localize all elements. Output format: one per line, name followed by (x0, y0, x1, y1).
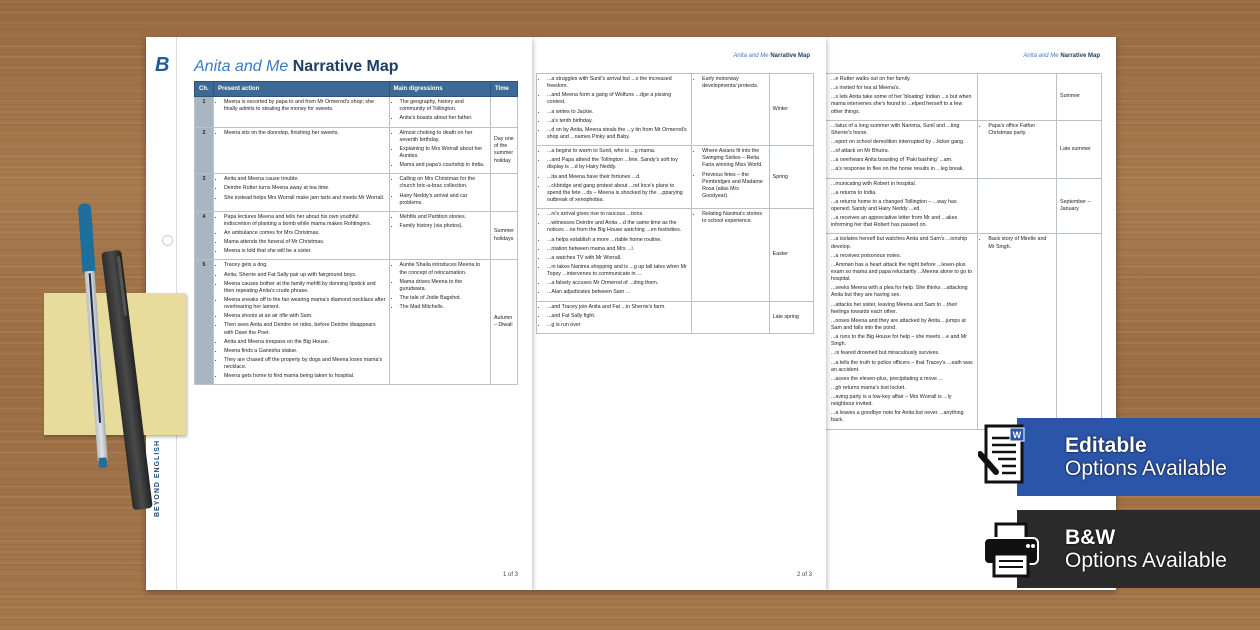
main-digressions-cell (389, 127, 490, 174)
editable-options-banner[interactable] (1017, 418, 1260, 496)
list-item: • ...is feared drowned but miraculously survives. (831, 350, 974, 357)
list-item: • The tale of Jodie Bagshot. (400, 295, 487, 302)
list-item: • ...tatus of a long summer with Nanima, Sunil and ...ting Sherrie's horse. (831, 123, 974, 137)
table-row (826, 234, 1102, 429)
list-item: • ...ckbridge and gang protest about ...nd Ince's plans to spend the fete ...ds – Meena is shocked by the ...pparying outbreak of xenophobia. (547, 183, 688, 204)
list-item: • ...a receives poisonous notes. (831, 253, 974, 260)
bw-options-banner[interactable] (1017, 510, 1260, 588)
list-item: • Papa lectures Meena and tells her about his own youthful indiscretion of planting a bomb while mama makes Rohtingers. (224, 214, 386, 228)
narrative-table-page-3 (826, 73, 1102, 430)
document-page-2 (532, 37, 826, 590)
present-action-cell (537, 209, 692, 301)
list-item: • ...ni takes Nanima shopping and is ...g up tall tales when Mr Topsy ...intervenes to communicate in ... (547, 264, 688, 278)
list-item: • ...a begins to warm to Sunil, who is ...g mama. (547, 148, 688, 155)
list-item: • Previous fetes – the Pembridges and Madame Rosa (alias Mrs Goodyear). (702, 172, 766, 201)
table-row (195, 211, 518, 260)
time-cell: Summer (1057, 74, 1102, 121)
list-item: • ...ntation between mama and Mrs ...l. (547, 246, 688, 253)
present-action-cell (213, 260, 389, 385)
narrative-table-page-2 (536, 73, 814, 334)
table-row (537, 209, 814, 301)
list-item: • ...a leaves a goodbye note for Anita but never ...anything back. (831, 410, 974, 424)
main-digressions-cell (692, 301, 770, 333)
time-cell: Late summer (1057, 120, 1102, 178)
col-header-present-action: Present action (213, 82, 389, 97)
col-header-time: Time (490, 82, 517, 97)
list-item: • ...Alan adjudicates between Sam ... (547, 289, 688, 296)
list-item: • Tracey gets a dog. (224, 262, 386, 269)
list-item: • Mama drives Meena to the gurudwara. (400, 279, 487, 293)
present-action-cell (213, 97, 389, 127)
list-item: • Auntie Shaila introduces Meena to the concept of reincarnation. (400, 262, 487, 276)
main-digressions-cell (389, 97, 490, 127)
list-item: • An ambulance comes for Mrs Christmas. (224, 230, 386, 237)
list-item: • ...municating with Robert in hospital. (831, 181, 974, 188)
page-title (194, 58, 399, 76)
list-item: • ...Amman has a heart attack the night before ...leven-plus exam so mama and papa reluctantly ...Meena alone to go to hospital. (831, 262, 974, 283)
list-item: • Mama and papa's courtship in India. (400, 162, 487, 169)
bw-subtitle: Options Available (1065, 549, 1227, 572)
list-item: • Meena is told that she will be a sister. (224, 248, 386, 255)
list-item: • Almost choking to death on her seventh birthday. (400, 130, 487, 144)
time-cell (490, 174, 517, 212)
main-digressions-cell (978, 178, 1057, 234)
list-item: • They are chased off the property by dogs and Meena loses mama's necklace. (224, 357, 386, 371)
title-italic: Anita and Me (194, 58, 289, 75)
table-row (195, 97, 518, 127)
word-badge: W (1012, 430, 1022, 440)
present-action-cell (537, 74, 692, 146)
chapter-number: 2 (195, 127, 214, 174)
list-item: • ...ni's arrival gives rise to raucous ...tions. (547, 211, 688, 218)
main-digressions-cell (978, 74, 1057, 121)
present-action-cell (537, 301, 692, 333)
list-item: • Hairy Neddy's arrival and car problems. (400, 193, 487, 207)
list-item: • ...and Tracey join Anita and Fat ...in Sherrie's farm. (547, 304, 688, 311)
time-cell: Spring (769, 146, 813, 209)
time-cell: Summer holidays (490, 211, 517, 260)
time-cell: Winter (769, 74, 813, 146)
table-row (195, 260, 518, 385)
list-item: • Meena shoots at an air rifle with Sam. (224, 313, 386, 320)
editable-subtitle: Options Available (1065, 457, 1227, 480)
list-item: • ...d on by Anita, Meena steals the ...y tin from Mr Ormerod's shop and ...names Pinky and Baby. (547, 127, 688, 141)
main-digressions-cell (978, 120, 1057, 178)
document-page-3 (826, 37, 1116, 590)
present-action-cell (826, 178, 978, 234)
list-item: • Mehfils and Partition stories. (400, 214, 487, 221)
col-header-chapter: Ch. (195, 82, 214, 97)
narrative-table-page-1 (194, 81, 518, 385)
list-item: • Meena causes bother at the family mehfil by donning lipstick and then repeating Anita's crude phrase. (224, 281, 386, 295)
list-item: • Papa's office Father Christmas party. (988, 123, 1053, 137)
time-cell: Easter (769, 209, 813, 301)
list-item: • ...a receives an appreciative letter from Mr and ...akes informing her that Robert has passed on. (831, 215, 974, 229)
list-item: • Meena finds a Ganesha statue. (224, 348, 386, 355)
present-action-cell (826, 120, 978, 178)
list-item: • ...and Meena form a gang of Wolfuns ...dge a pissing contest. (547, 92, 688, 106)
table-row (195, 174, 518, 212)
list-item: • Calling on Mrs Christmas for the church bric-a-brac collection. (400, 176, 487, 190)
list-item: • Where Asians fit into the Swinging Sixties – Reita Faria winning Miss World. (702, 148, 766, 169)
time-cell: Late spring (769, 301, 813, 333)
list-item: • ...a overhears Anita boasting of 'Paki bashing' ...am. (831, 157, 974, 164)
punch-hole (162, 235, 173, 246)
time-cell: Autumn – Diwali (490, 260, 517, 385)
list-item: • Meena is escorted by papa to and from Mr Ormerod's shop; she finally admits to stealing the money for sweets. (224, 99, 386, 113)
table-header-row (195, 82, 518, 97)
main-digressions-cell (389, 174, 490, 212)
title-bold: Narrative Map (292, 58, 399, 75)
printer-icon (980, 520, 1042, 580)
list-item: • Anita and Meena trespass on the Big House. (224, 339, 386, 346)
list-item: • ...attacks her sister, leaving Meena and Sam to ...their feelings towards each other. (831, 302, 974, 316)
main-digressions-cell (978, 234, 1057, 429)
col-header-main-digressions: Main digressions (389, 82, 490, 97)
list-item: • Anita, Sherrie and Fat Sally pair up with fairground boys. (224, 272, 386, 279)
time-cell: Day one of the summer holiday (490, 127, 517, 174)
list-item: • Relating Nanima's stories to school experience. (702, 211, 766, 225)
list-item: • The Mad Mitchells. (400, 304, 487, 311)
bw-title: B&W (1065, 525, 1116, 549)
main-digressions-cell (692, 74, 770, 146)
editable-title: Editable (1065, 433, 1147, 457)
list-item: • ...witnesses Deirdre and Anita ...d the same time as the notices ...ne from the Big House watching ...en festivities. (547, 220, 688, 234)
page-number: 2 of 3 (796, 572, 812, 578)
list-item: • Then sees Anita and Deirdre on rides, before Deirdre disappears with Dave the Poet. (224, 322, 386, 336)
document-page-1 (146, 37, 532, 590)
list-item: • ...a runs to the Big House for help – she meets ...e and Mr Singh. (831, 334, 974, 348)
time-cell: September – January (1057, 178, 1102, 234)
list-item: • ...of attack on Mr Bhutra. (831, 148, 974, 155)
present-action-cell (537, 146, 692, 209)
list-item: • ...a's response to flee on the horse results in ...leg break. (831, 166, 974, 173)
main-digressions-cell (389, 211, 490, 260)
list-item: • Family history (via photos). (400, 223, 487, 230)
table-row (826, 178, 1102, 234)
chapter-number: 3 (195, 174, 214, 212)
chapter-number: 4 (195, 211, 214, 260)
list-item: • ...a returns to India. (831, 190, 974, 197)
list-item: • ...g is run over (547, 322, 688, 329)
time-cell (1057, 234, 1102, 429)
list-item: • ...asses the eleven-plus, precipitating a move ... (831, 376, 974, 383)
list-item: • Early motorway developments/ protests. (702, 76, 766, 90)
list-item: • She instead helps Mrs Worrall make jam tarts and meets Mr Worrall. (224, 195, 386, 202)
main-digressions-cell (389, 260, 490, 385)
table-row (537, 301, 814, 333)
brand-logo: B (155, 54, 170, 76)
main-digressions-cell (692, 146, 770, 209)
time-cell (490, 97, 517, 127)
list-item: • ...gh returns mama's lost locket. (831, 385, 974, 392)
list-item: • Meena sits on the doorstep, finishing her sweets. (224, 130, 386, 137)
chapter-number: 1 (195, 97, 214, 127)
list-item: • ...a falsely accuses Mr Ormerod of ...ding them. (547, 280, 688, 287)
present-action-cell (213, 127, 389, 174)
table-row (537, 146, 814, 209)
list-item: • Meena sneaks off to the fair wearing mama's diamond necklace after overhearing her lament. (224, 297, 386, 311)
list-item: • ...a struggles with Sunil's arrival but ...s the increased freedom. (547, 76, 688, 90)
main-digressions-cell (692, 209, 770, 301)
list-item: • ...and Papa attend the Tollington ...fete. Sandy's soft toy display is ...d by Hairy Neddy. (547, 157, 688, 171)
present-action-cell (826, 234, 978, 429)
page-header: Anita and Me Narrative Map (733, 53, 810, 59)
list-item: • Meena gets home to find mama being taken to hospital. (224, 373, 386, 380)
page-number: 1 of 3 (502, 572, 518, 578)
list-item: • ...eport on school demolition interrupted by ...ticker gang. (831, 139, 974, 146)
list-item: • ...a helps establish a more ...rtable home routine. (547, 237, 688, 244)
list-item: • ...a's tenth birthday. (547, 118, 688, 125)
brand-vertical-text: BEYOND ENGLISH (154, 439, 161, 517)
list-item: • ...s invited for tea at Meena's. (831, 85, 974, 92)
present-action-cell (213, 174, 389, 212)
page-header: Anita and Me Narrative Map (1023, 53, 1100, 59)
list-item: • ...e Rutter walks out on her family. (831, 76, 974, 83)
list-item: • ...a writes to Jackie. (547, 109, 688, 116)
list-item: • Back story of Mirelle and Mr Singh. (988, 236, 1053, 250)
table-row (195, 127, 518, 174)
list-item: • ...s lets Anita take some of her 'bloating' Indian ...s but when mama intervenes she's found to ...elped herself to a few other things. (831, 94, 974, 115)
list-item: • ...a watches TV with Mr Worrall. (547, 255, 688, 262)
list-item: • ...a tells the truth to police officers – that Tracey's ...eath was an accident. (831, 360, 974, 374)
list-item: • The geography, history and community of Tollington. (400, 99, 487, 113)
list-item: • ...aving party is a low-key affair – Mrs Worrall is ...ly neighbour invited. (831, 394, 974, 408)
list-item: • ...a returns home to a changed Tollington – ...way has opened; Sandy and Hairy Neddy ...ed. (831, 199, 974, 213)
chapter-number: 5 (195, 260, 214, 385)
list-item: • Mama attends the funeral of Mr Christmas. (224, 239, 386, 246)
list-item: • Anita's boasts about her father. (400, 115, 487, 122)
list-item: • ...seeks Meena with a plea for help. She thinks ...attacking Anita but they are having sex. (831, 285, 974, 299)
list-item: • Anita and Meena cause trouble. (224, 176, 386, 183)
list-item: • ...and Fat Sally fight. (547, 313, 688, 320)
list-item: • Deirdre Rutter turns Meena away at tea time. (224, 185, 386, 192)
table-row (826, 74, 1102, 121)
word-document-edit-icon (978, 424, 1026, 488)
list-item: • ...ooses Meena and they are attacked by Anita ...jumps at Sam and falls into the pond. (831, 318, 974, 332)
list-item: • Explaining to Mrs Worrall about her Aunties. (400, 146, 487, 160)
table-row (537, 74, 814, 146)
present-action-cell (213, 211, 389, 260)
table-row (826, 120, 1102, 178)
present-action-cell (826, 74, 978, 121)
list-item: • ...ita and Meena have their fortunes ...d. (547, 174, 688, 181)
list-item: • ...a isolates herself but watches Anita and Sam's ...ionship develop. (831, 236, 974, 250)
